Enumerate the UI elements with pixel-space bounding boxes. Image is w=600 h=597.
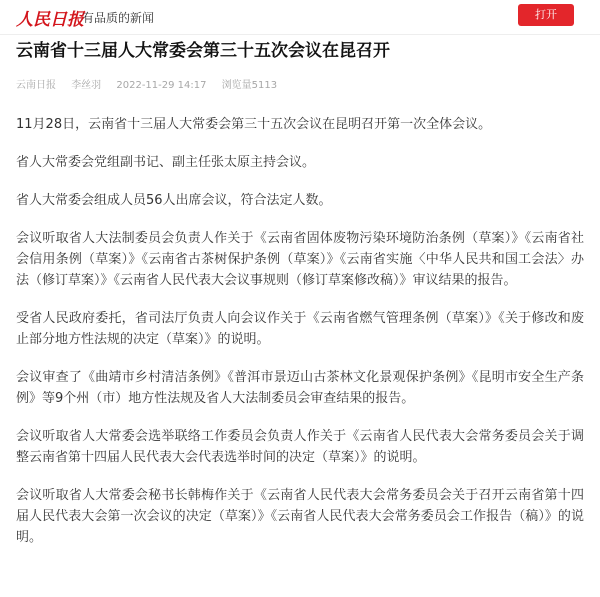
article-title: 云南省十三届人大常委会第三十五次会议在昆召开 (16, 41, 390, 61)
article-paragraph: 受省人民政府委托，省司法厅负责人向会议作关于《云南省燃气管理条例（草案）》《关于修改和废止部分地方性法规的决定（草案）》的说明。 (16, 311, 584, 347)
article-meta (16, 76, 289, 91)
top-bar (0, 0, 600, 35)
article-paragraph: 会议听取省人大法制委员会负责人作关于《云南省固体废物污染环境防治条例（草案）》《云南省社会信用条例（草案）》《云南省古茶树保护条例（草案）》《云南省实施〈中华人民共和国工会法〉办法（修订草案）》《云南省人民代表大会议事规则（修订草案修改稿）》审议结果的报告。 (16, 231, 584, 288)
people-daily-logo[interactable]: 人民日报 (16, 10, 84, 30)
article-paragraph: 省人大常委会党组副书记、副主任张太原主持会议。 (16, 155, 316, 170)
article-paragraph: 会议听取省人大常委会秘书长韩梅作关于《云南省人民代表大会常务委员会关于召开云南省第十四届人民代表大会第一次会议的决定（草案）》《云南省人民代表大会常务委员会工作报告（稿）》的说明。 (16, 488, 584, 545)
article-datetime: 2022-11-29 14:17 (116, 80, 207, 91)
article-views: 浏览量5113 (221, 80, 278, 91)
article-author: 李丝羽 (71, 80, 102, 91)
article-paragraph: 会议审查了《曲靖市乡村清洁条例》《普洱市景迈山古茶林文化景观保护条例》《昆明市安全生产条例》等9个州（市）地方性法规及省人大法制委员会审查结果的报告。 (16, 370, 584, 406)
slogan: 有品质的新闻 (82, 11, 155, 25)
article-paragraph: 11月28日，云南省十三届人大常委会第三十五次会议在昆明召开第一次全体会议。 (16, 117, 492, 132)
article-body (16, 114, 584, 565)
article-paragraph: 会议听取省人大常委会选举联络工作委员会负责人作关于《云南省人民代表大会常务委员会关于调整云南省第十四届人民代表大会代表选举时间的决定（草案）》的说明。 (16, 429, 584, 465)
open-app-button[interactable]: 打开 (518, 4, 574, 26)
article-source: 云南日报 (16, 80, 56, 91)
article-paragraph: 省人大常委会组成人员56人出席会议，符合法定人数。 (16, 193, 332, 208)
